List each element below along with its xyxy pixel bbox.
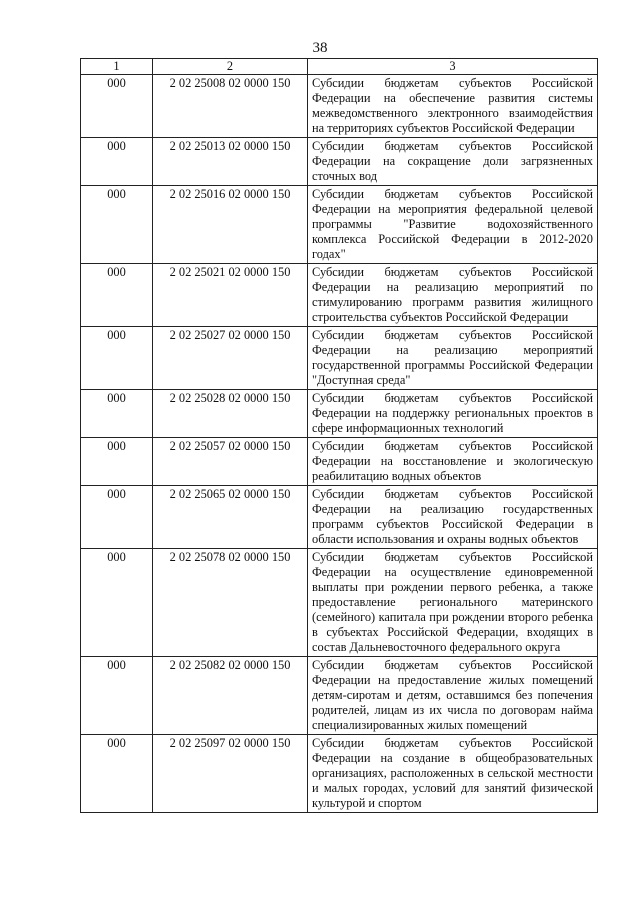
admin-code-cell: 000 — [81, 549, 153, 657]
budget-code-cell: 2 02 25016 02 0000 150 — [153, 186, 308, 264]
description-cell: Субсидии бюджетам субъектов Российской Федерации на поддержку региональных проектов в сфере информационных технологий — [308, 390, 598, 438]
description-cell: Субсидии бюджетам субъектов Российской Федерации на реализацию мероприятий по стимулированию программ развития жилищного строительства субъектов Российской Федерации — [308, 264, 598, 327]
admin-code-cell: 000 — [81, 390, 153, 438]
table-row — [81, 390, 598, 438]
budget-code-cell: 2 02 25013 02 0000 150 — [153, 138, 308, 186]
budget-code-cell: 2 02 25082 02 0000 150 — [153, 657, 308, 735]
table-row — [81, 186, 598, 264]
budget-classification-table — [80, 58, 598, 813]
table-row — [81, 138, 598, 186]
column-header-3: 3 — [308, 59, 598, 75]
admin-code-cell: 000 — [81, 138, 153, 186]
description-cell: Субсидии бюджетам субъектов Российской Федерации на осуществление единовременной выплаты при рождении первого ребенка, а также предоставление регионального материнского (семейного) капитала при рождении второго ребенка в субъектах Российской Федерации, входящих в состав Дальневосточного федерального округа — [308, 549, 598, 657]
budget-code-cell: 2 02 25078 02 0000 150 — [153, 549, 308, 657]
table-row — [81, 735, 598, 813]
budget-code-cell: 2 02 25028 02 0000 150 — [153, 390, 308, 438]
description-cell: Субсидии бюджетам субъектов Российской Федерации на предоставление жилых помещений детям-сиротам и детям, оставшимся без попечения родителей, лицам из их числа по договорам найма специализированных жилых помещений — [308, 657, 598, 735]
budget-code-cell: 2 02 25057 02 0000 150 — [153, 438, 308, 486]
table-row — [81, 264, 598, 327]
budget-code-cell: 2 02 25008 02 0000 150 — [153, 75, 308, 138]
table-row — [81, 327, 598, 390]
admin-code-cell: 000 — [81, 438, 153, 486]
table-row — [81, 549, 598, 657]
page-number: 38 — [312, 40, 328, 56]
description-cell: Субсидии бюджетам субъектов Российской Федерации на создание в общеобразовательных организациях, расположенных в сельской местности и малых городах, условий для занятий физической культурой и спортом — [308, 735, 598, 813]
admin-code-cell: 000 — [81, 327, 153, 390]
description-cell: Субсидии бюджетам субъектов Российской Федерации на сокращение доли загрязненных сточных вод — [308, 138, 598, 186]
table-header-row — [81, 59, 598, 75]
budget-code-cell: 2 02 25021 02 0000 150 — [153, 264, 308, 327]
column-header-1: 1 — [81, 59, 153, 75]
description-cell: Субсидии бюджетам субъектов Российской Федерации на реализацию мероприятий государственной программы Российской Федерации "Доступная среда" — [308, 327, 598, 390]
description-cell: Субсидии бюджетам субъектов Российской Федерации на мероприятия федеральной целевой программы "Развитие водохозяйственного комплекса Российской Федерации в 2012-2020 годах" — [308, 186, 598, 264]
table-row — [81, 486, 598, 549]
admin-code-cell: 000 — [81, 75, 153, 138]
table-row — [81, 75, 598, 138]
description-cell: Субсидии бюджетам субъектов Российской Федерации на восстановление и экологическую реабилитацию водных объектов — [308, 438, 598, 486]
admin-code-cell: 000 — [81, 486, 153, 549]
budget-code-cell: 2 02 25065 02 0000 150 — [153, 486, 308, 549]
admin-code-cell: 000 — [81, 264, 153, 327]
description-cell: Субсидии бюджетам субъектов Российской Федерации на реализацию государственных программ субъектов Российской Федерации в области использования и охраны водных объектов — [308, 486, 598, 549]
table-row — [81, 657, 598, 735]
budget-code-cell: 2 02 25097 02 0000 150 — [153, 735, 308, 813]
admin-code-cell: 000 — [81, 657, 153, 735]
admin-code-cell: 000 — [81, 186, 153, 264]
description-cell: Субсидии бюджетам субъектов Российской Федерации на обеспечение развития системы межведомственного электронного взаимодействия на территориях субъектов Российской Федерации — [308, 75, 598, 138]
admin-code-cell: 000 — [81, 735, 153, 813]
table-row — [81, 438, 598, 486]
budget-code-cell: 2 02 25027 02 0000 150 — [153, 327, 308, 390]
column-header-2: 2 — [153, 59, 308, 75]
